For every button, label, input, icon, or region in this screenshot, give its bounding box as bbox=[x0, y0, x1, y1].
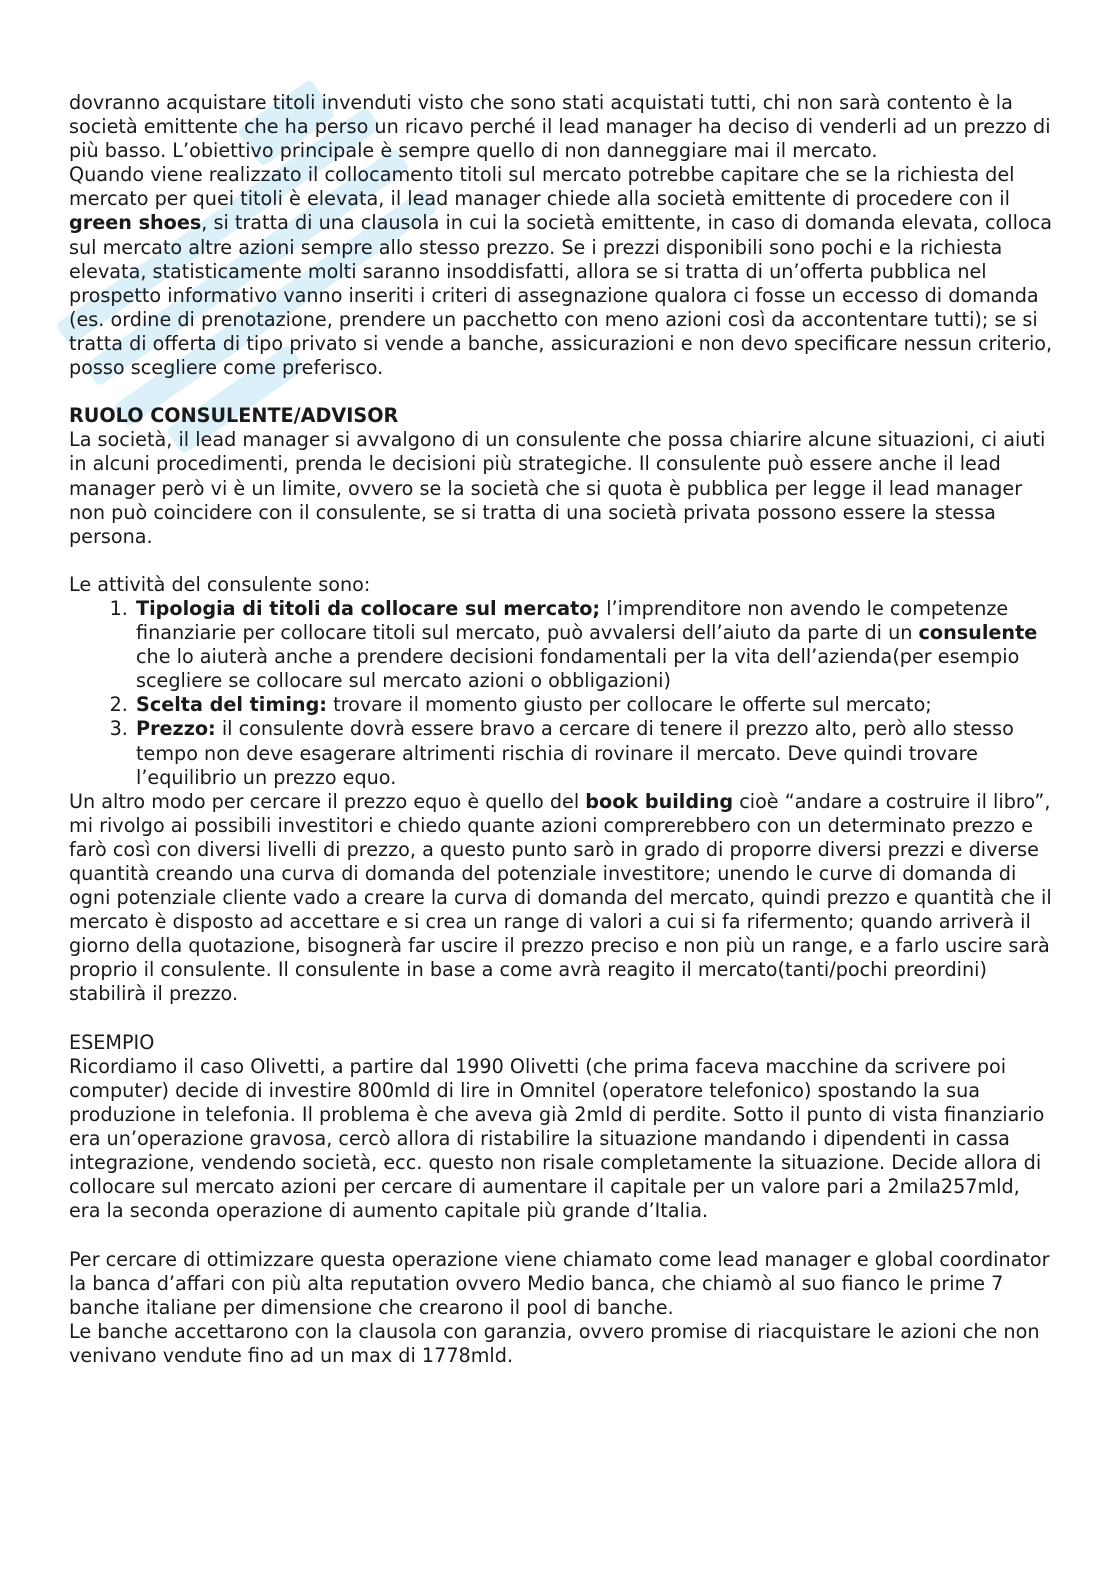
text-span: Quando viene realizzato il collocamento titoli sul mercato potrebbe capitare che se la richiesta del mercato per quei titoli è elevata, il lead manager chiede alla società emittente di procedere con il bbox=[69, 163, 1015, 211]
list-item-title: Prezzo: bbox=[136, 717, 216, 741]
list-item-title: Scelta del timing: bbox=[136, 693, 327, 717]
list-item-text: l’imprenditore non avendo le competenze finanziarie per collocare titoli sul mercato, può avvalersi dell’aiuto da parte di un bbox=[136, 596, 1009, 645]
document-page bbox=[69, 91, 1054, 1368]
list-item-text: trovare il momento giusto per collocare le offerte sul mercato; bbox=[326, 693, 932, 717]
paragraph-olivetti: Ricordiamo il caso Olivetti, a partire dal 1990 Olivetti (che prima faceva macchine da scrivere poi computer) decide di investire 800mld di lire in Omnitel (operatore telefonico) spostando la sua produzione in telefonia. Il problema è che aveva già 2mld di perdite. Sotto il punto di vista finanziario era un’operazione gravosa, cercò allora di ristabilire la situazione mandando i dipendenti in cassa integrazione, vendendo società, ecc. questo non risale completamente la situazione. Decide allora di collocare sul mercato azioni per cercare di aumentare il capitale per un valore pari a 2mila257mld, era la seconda operazione di aumento capitale più grande d’Italia. bbox=[69, 1054, 1045, 1223]
text-span: cioè “andare a costruire il libro”, mi rivolgo ai possibili investitori e chiedo quante azioni comprerebbero con un determinato prezzo e farò così con diversi livelli di prezzo, a questo punto sarò in grado di proporre diversi prezzi e diverse quantità creando una curva di domanda del potenziale investitore; unendo le curve di domanda di ogni potenziale cliente vado a creare la curva di domanda del mercato, quindi prezzo e quantità che il mercato è disposto ad accettare e si crea un range di valori a cui si fa rifermento; quando arriverà il giorno della quotazione, bisognerà far uscire il prezzo preciso e non più un range, e a farlo uscire sarà proprio il consulente. Il consulente in base a come avrà reagito il mercato(tanti/pochi preordini) stabilirà il prezzo. bbox=[69, 789, 1052, 1006]
paragraph-book-building bbox=[69, 790, 1054, 1007]
paragraph-list-intro: Le attività del consulente sono: bbox=[69, 572, 371, 596]
list-item-title: Tipologia di titoli da collocare sul mercato; bbox=[136, 596, 601, 620]
bold-term: consulente bbox=[918, 621, 1038, 645]
list-item bbox=[134, 693, 1054, 717]
paragraph-intro: dovranno acquistare titoli invenduti visto che sono stati acquistati tutti, chi non sarà contento è la società emittente che ha perso un ricavo perché il lead manager ha deciso di venderli ad un prezzo di più basso. L’obiettivo principale è sempre quello di non danneggiare mai il mercato. bbox=[69, 91, 1051, 163]
bold-term: book building bbox=[585, 789, 734, 813]
text-span: Un altro modo per cercare il prezzo equo è quello del bbox=[69, 789, 586, 813]
activities-list bbox=[69, 597, 1054, 790]
paragraph-mediobanca: Per cercare di ottimizzare questa operazione viene chiamato come lead manager e global coordinator la banca d’affari con più alta reputation ovvero Medio banca, che chiamò al suo fianco le prime 7 banche italiane per dimensione che crearono il pool di banche. bbox=[69, 1247, 1050, 1319]
list-item-text: il consulente dovrà essere bravo a cercare di tenere il prezzo alto, però allo stesso tempo non deve esagerare altrimenti rischia di rovinare il mercato. Deve quindi trovare l’equilibrio un prezzo equo. bbox=[136, 717, 1014, 789]
heading-text: RUOLO CONSULENTE/ADVISOR bbox=[69, 404, 399, 428]
bold-term: green shoes bbox=[69, 211, 202, 235]
paragraph-consulente: La società, il lead manager si avvalgono di un consulente che possa chiarire alcune situazioni, ci aiuti in alcuni procedimenti, prenda le decisioni più strategiche. Il consulente può essere anche il lead manager però vi è un limite, ovvero se la società che si quota è pubblica per legge il lead manager non può coincidere con il consulente, se si tratta di una società privata possono essere la stessa persona. bbox=[69, 428, 1046, 548]
example-title: ESEMPIO bbox=[69, 1030, 155, 1054]
paragraph-garanzia: Le banche accettarono con la clausola con garanzia, ovvero promise di riacquistare le azioni che non venivano vendute fino ad un max di 1778mld. bbox=[69, 1319, 1040, 1367]
list-item bbox=[134, 597, 1054, 693]
text-span: , si tratta di una clausola in cui la società emittente, in caso di domanda elevata, colloca sul mercato altre azioni sempre allo stesso prezzo. Se i prezzi disponibili sono pochi e la richiesta elevata, statisticamente molti saranno insoddisfatti, allora se si tratta di un’offerta pubblica nel prospetto informativo vanno inseriti i criteri di assegnazione qualora ci fosse un eccesso di domanda (es. ordine di prenotazione, prendere un pacchetto con meno azioni così da accontentare tutti); se si tratta di offerta di tipo privato si vende a banche, assicurazioni e non devo specificare nessun criterio, posso scegliere come preferisco. bbox=[69, 211, 1053, 380]
section-heading bbox=[69, 404, 1054, 428]
list-item bbox=[134, 717, 1054, 789]
paragraph-green-shoes bbox=[69, 163, 1054, 380]
list-item-text: che lo aiuterà anche a prendere decisioni fondamentali per la vita dell’azienda(per esempio scegliere se collocare sul mercato azioni o obbligazioni) bbox=[136, 645, 1020, 693]
